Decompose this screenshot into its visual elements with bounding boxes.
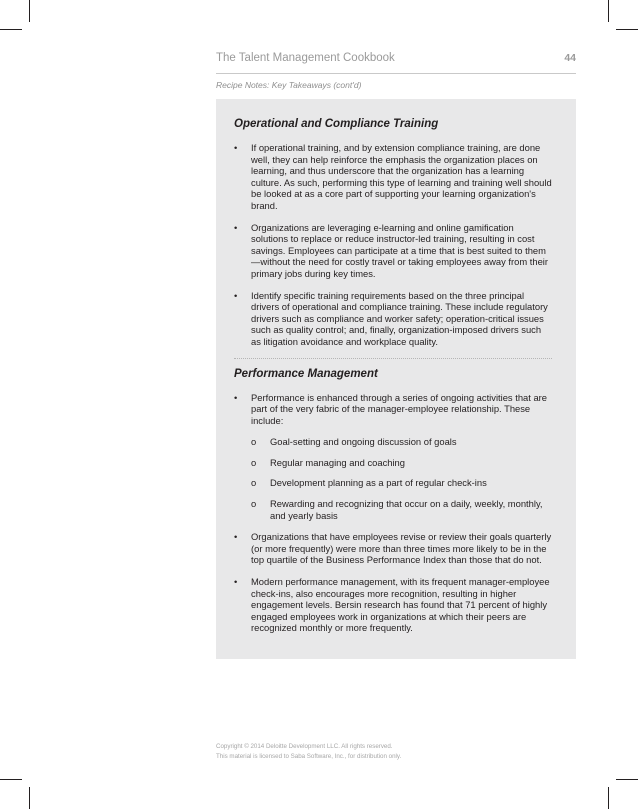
operational-training-list [234,142,552,348]
section-divider [234,358,552,359]
bullet-icon: • [234,576,238,588]
sub-list-item [251,477,552,489]
page-footer [216,742,401,762]
section-subtitle: Recipe Notes: Key Takeaways (cont'd) [216,80,362,90]
crop-mark [616,29,638,30]
crop-mark [608,0,609,22]
sub-list [251,436,552,521]
crop-mark [608,787,609,809]
crop-mark [0,779,22,780]
section-heading-operational-training: Operational and Compliance Training [234,118,439,130]
crop-mark [29,787,30,809]
bullet-icon: • [234,391,238,403]
key-takeaways-box [216,99,576,659]
page-number: 44 [564,52,576,64]
list-item [234,531,552,566]
list-item [234,392,552,522]
list-item-text: Modern performance management, with its frequent manager-employee check-ins, also encourages more recognition, resulting in higher engagement levels. Bersin research has found that 71 percent of highly engaged employees work in organizations at which their peers are recognized monthly or more frequently. [251,576,550,634]
license-notice: This material is licensed to Saba Software, Inc., for distribution only. [216,753,402,760]
list-item [234,290,552,348]
performance-management-list [234,392,552,635]
bullet-icon: • [234,531,238,543]
list-item [234,222,552,280]
crop-mark [0,29,22,30]
document-title: The Talent Management Cookbook [216,52,395,64]
crop-mark [616,779,638,780]
circle-bullet-icon: o [251,477,257,489]
list-item-text: Identify specific training requirements based on the three principal drivers of operational and compliance training. These include regulatory drivers such as compliance and worker safety; operation-critical issues such as quality control; and, finally, organization-imposed drivers such as litigation avoidance and workplace quality. [251,289,548,347]
sub-list-item [251,457,552,469]
bullet-icon: • [234,289,238,301]
sub-list-item-text: Regular managing and coaching [270,456,405,468]
bullet-icon: • [234,142,238,153]
crop-mark [29,0,30,22]
list-item [234,576,552,634]
circle-bullet-icon: o [251,436,257,448]
list-item-text: If operational training, and by extension compliance training, are done well, they can help reinforce the emphasis the organization places on learning, and thus underscore that the organization has a learning culture. As such, performing this type of learning and training well should be looked at as a core part of supporting your learning organization's brand. [251,142,552,211]
section-heading-performance-management: Performance Management [234,367,378,380]
sub-list-item-text: Development planning as a part of regular check-ins [270,477,487,489]
circle-bullet-icon: o [251,456,257,468]
page-header [216,52,576,70]
list-item [234,142,552,212]
list-item-text: Organizations that have employees revise or review their goals quarterly (or more frequently) were more than three times more likely to be in the top quartile of the Business Performance Index than those that do not. [251,531,552,566]
bullet-icon: • [234,221,238,233]
sub-list-item [251,436,552,448]
sub-list-item-text: Rewarding and recognizing that occur on a daily, weekly, monthly, and yearly basis [270,498,543,521]
copyright-notice: Copyright © 2014 Deloitte Development LLC. All rights reserved. [216,743,393,750]
list-item-text: Organizations are leveraging e-learning and online gamification solutions to replace or reduce instructor-led training, resulting in cost savings. Employees can participate at a time that is best suited to them—without the need for costly travel or taking employees away from their primary jobs during key times. [251,221,549,279]
list-item-text: Performance is enhanced through a series of ongoing activities that are part of the very fabric of the manager-employee relationship. These include: [251,391,548,426]
circle-bullet-icon: o [251,498,257,510]
sub-list-item [251,498,552,521]
header-rule [216,73,576,74]
sub-list-item-text: Goal-setting and ongoing discussion of goals [270,436,457,448]
